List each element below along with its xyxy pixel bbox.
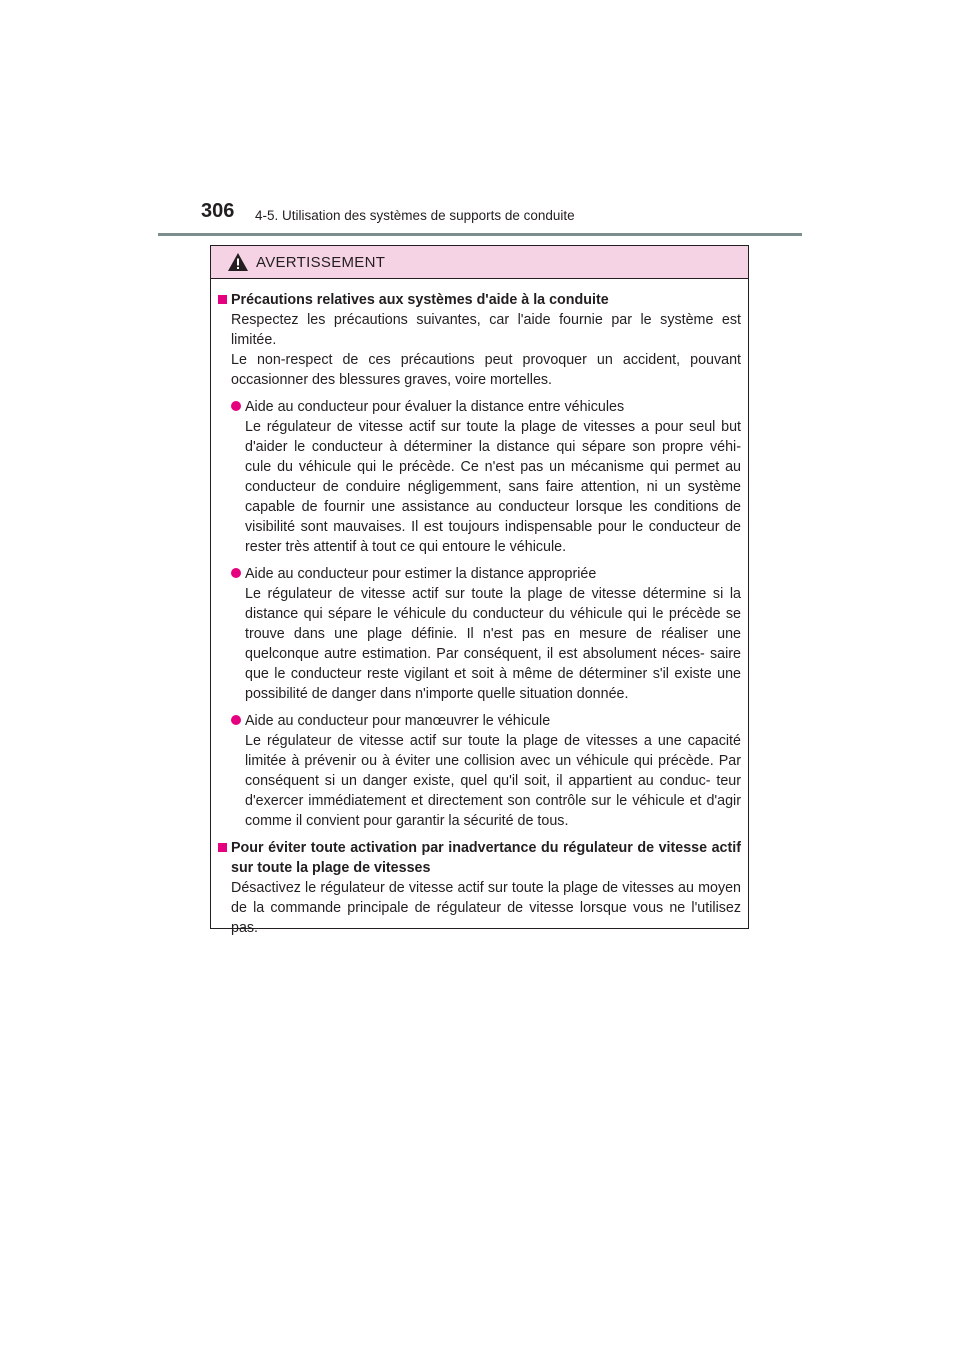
bullet-title: Aide au conducteur pour manœuvrer le véhicule <box>245 713 551 729</box>
section-paragraph: Le non-respect de ces précautions peut provoquer un accident, pouvant occasionner des blessures graves, voire mortelles. <box>231 352 741 388</box>
bullet-body: Le régulateur de vitesse actif sur toute la plage de vitesses a pour seul but d'aider le conducteur à déterminer la distance qui sépare son propre véhi- cule du véhicule qui le précède. Ce n'est pas un mécanisme qui permet au conducteur de conduire négligemment, sans faire attention, ni un système capable de fournir une assistance au conducteur lorsque les conditions de visibilité sont mauvaises. Il est toujours indispensable pour le conducteur de rester très attentif à tout ce qui entoure le véhicule. <box>245 419 741 555</box>
bullet-title: Aide au conducteur pour estimer la distance appropriée <box>245 566 597 582</box>
warning-box <box>210 245 749 936</box>
section-title: Précautions relatives aux systèmes d'aide à la conduite <box>231 292 609 308</box>
section-heading <box>218 290 741 310</box>
section-heading <box>218 838 741 878</box>
bullet-body: Le régulateur de vitesse actif sur toute la plage de vitesse détermine si la distance qui sépare le véhicule du conducteur du véhicule qui le précède se trouve dans une plage définie. Il n'est pas en mesure de réaliser une quelconque autre estimation. Par conséquent, il est absolument néces- saire que le conducteur reste vigilant et soit à même de déterminer s'il existe une possibilité de danger dans n'importe quelle situation donnée. <box>245 586 741 702</box>
page-number: 306 <box>201 200 235 222</box>
bullet-item <box>231 397 741 557</box>
warning-triangle-icon <box>227 252 249 272</box>
round-bullet-icon <box>231 568 241 578</box>
square-bullet-icon <box>218 843 227 852</box>
section-paragraph: Désactivez le régulateur de vitesse actif sur toute la plage de vitesses au moyen de la commande principale de régulateur de vitesse lorsque vous ne l'utilisez pas. <box>231 880 741 936</box>
chapter-title: 4-5. Utilisation des systèmes de supports de conduite <box>255 208 575 223</box>
header-rule <box>158 233 802 236</box>
round-bullet-icon <box>231 715 241 725</box>
square-bullet-icon <box>218 295 227 304</box>
round-bullet-icon <box>231 401 241 411</box>
warning-title: AVERTISSEMENT <box>256 253 386 271</box>
section-title: Pour éviter toute activation par inadvertance du régulateur de vitesse actif sur toute la plage de vitesses <box>231 840 741 876</box>
section-paragraph: Respectez les précautions suivantes, car l'aide fournie par le système est limitée. <box>231 312 741 348</box>
warning-content <box>211 279 748 938</box>
bullet-item <box>231 711 741 831</box>
bullet-title: Aide au conducteur pour évaluer la distance entre véhicules <box>245 399 625 415</box>
bullet-body: Le régulateur de vitesse actif sur toute la plage de vitesses a une capacité limitée à prévenir ou à éviter une collision avec un véhicule qui précède. Par conséquent si un danger existe, quel qu'il soit, il appartient au conduc- teur d'exercer immédiatement et directement son contrôle sur le véhicule et d'agir comme il convient pour garantir la sécurité de tous. <box>245 733 741 829</box>
warning-header <box>211 246 748 279</box>
bullet-item <box>231 564 741 704</box>
